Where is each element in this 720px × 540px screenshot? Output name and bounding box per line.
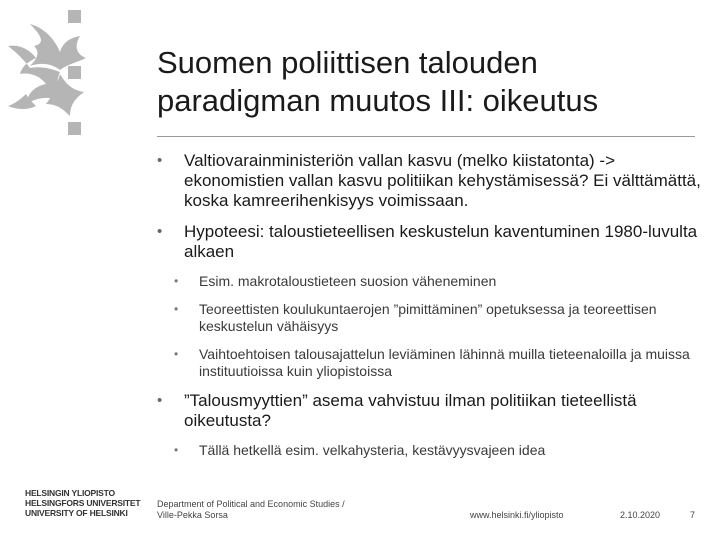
slide-title	[157, 44, 707, 120]
bullet-dot-icon: •	[157, 223, 163, 240]
title-divider	[157, 136, 695, 137]
bullet-list	[157, 151, 702, 470]
bullet-text: Valtiovarainministeriön vallan kasvu (melko kiistatonta) -> ekonomistien vallan kasvu politiikan kehystämisessä? Ei välttämättä, koska kamreerihenkisyys voimissaan.	[184, 151, 701, 210]
sub-bullet-text: Tällä hetkellä esim. velkahysteria, kestävyysvajeen idea	[199, 442, 546, 458]
university-name-en: UNIVERSITY OF HELSINKI	[25, 508, 128, 518]
university-name-sv: HELSINGFORS UNIVERSITET	[25, 498, 141, 508]
bullet-item	[157, 391, 702, 431]
bullet-item	[157, 151, 702, 211]
bullet-item	[157, 222, 702, 262]
bullet-dot-icon: •	[157, 392, 163, 409]
sub-bullet-text: Teoreettisten koulukuntaerojen ”pimittäminen” opetuksessa ja teoreettisen keskustelun vähäisyys	[199, 301, 657, 334]
footer-url: www.helsinki.fi/yliopisto	[470, 510, 564, 520]
footer-date: 2.10.2020	[620, 510, 661, 520]
footer-author: Ville-Pekka Sorsa	[157, 510, 228, 520]
bullet-text: Hypoteesi: taloustieteellisen keskustelun kaventuminen 1980-luvulta alkaen	[184, 222, 698, 261]
bullet-dot-icon: •	[174, 274, 179, 288]
bullet-dot-icon: •	[157, 152, 163, 169]
sub-bullet-text: Esim. makrotaloustieteen suosion väheneminen	[199, 273, 497, 289]
university-name	[25, 488, 140, 518]
sub-bullet-item	[157, 301, 702, 335]
bullet-text: ”Talousmyyttien” asema vahvistuu ilman politiikan tieteellistä oikeutusta?	[184, 391, 637, 430]
sub-bullet-text: Vaihtoehtoisen talousajattelun leviäminen lähinnä muilla tieteenaloilla ja muissa instituutioissa kuin yliopistoissa	[199, 346, 690, 379]
footer-department-line-1: Department of Political and Economic Studies /	[157, 499, 345, 509]
sub-bullet-item	[157, 346, 702, 380]
university-name-fi: HELSINGIN YLIOPISTO	[25, 488, 115, 498]
slide-title-line-1: Suomen poliittisen talouden	[157, 45, 538, 80]
footer-department	[157, 499, 345, 521]
bullet-dot-icon: •	[174, 347, 179, 361]
bullet-dot-icon: •	[174, 443, 179, 457]
sub-bullet-item	[157, 442, 702, 459]
page-number: 7	[690, 510, 696, 520]
sub-bullet-item	[157, 273, 702, 290]
bullet-dot-icon: •	[174, 302, 179, 316]
slide-title-line-2: paradigman muutos III: oikeutus	[157, 83, 599, 118]
university-flame-logo-icon	[0, 0, 110, 150]
